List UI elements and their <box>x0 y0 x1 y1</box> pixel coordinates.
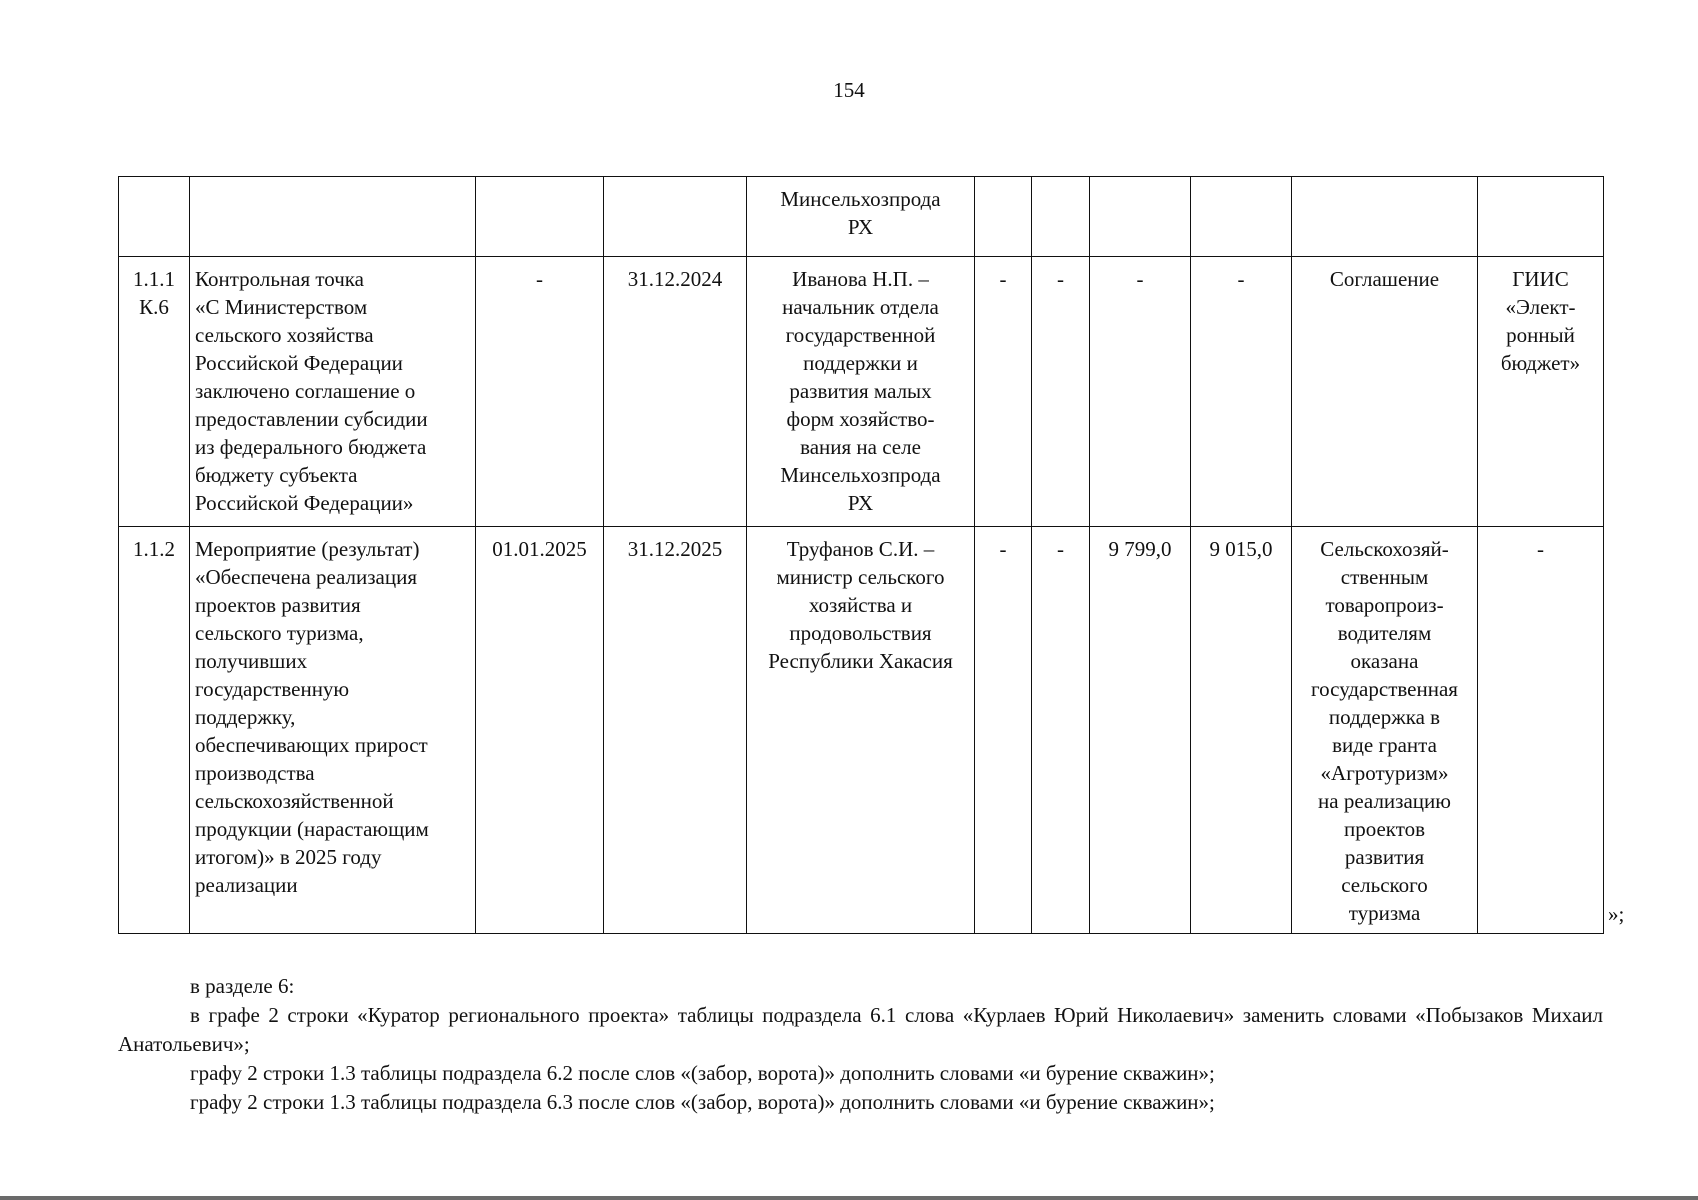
amendment-paragraph: в разделе 6: <box>190 974 295 998</box>
amendment-paragraph: графу 2 строки 1.3 таблицы подраздела 6.3 после слов «(забор, ворота)» дополнить словами «и бурение скважин»; <box>190 1090 1215 1114</box>
page-number: 154 <box>833 78 865 102</box>
closing-quote: »; <box>1608 902 1625 926</box>
result-cell: Сельскохозяй- ственным товаропроиз- водителям оказана государственная поддержка в виде гранта «Агротуризм» на реализацию проектов развития сельского туризма <box>1292 527 1478 934</box>
value-cell: - <box>1032 257 1090 527</box>
value-cell <box>1191 177 1292 257</box>
project-table <box>118 176 1604 934</box>
value-cell: 9 015,0 <box>1191 527 1292 934</box>
value-cell <box>1090 177 1191 257</box>
result-cell: Соглашение <box>1292 257 1478 527</box>
item-name-cell <box>190 177 476 257</box>
responsible-cell: Минсельхозпрода РХ <box>747 177 975 257</box>
info-system-cell: - <box>1478 527 1604 934</box>
start-date-cell: 01.01.2025 <box>476 527 604 934</box>
value-cell <box>975 177 1032 257</box>
row-number-cell <box>119 177 190 257</box>
amendment-paragraph: в графе 2 строки «Куратор регионального проекта» таблицы подраздела 6.1 слова «Курлаев Юрий Николаевич» заменить словами «Побызаков Михаил Анатольевич»; <box>118 1003 1603 1056</box>
value-cell: - <box>975 257 1032 527</box>
info-system-cell <box>1478 177 1604 257</box>
value-cell: - <box>1090 257 1191 527</box>
value-cell: - <box>1032 527 1090 934</box>
end-date-cell: 31.12.2025 <box>604 527 747 934</box>
value-cell: - <box>975 527 1032 934</box>
value-cell: 9 799,0 <box>1090 527 1191 934</box>
table-row <box>119 177 1604 257</box>
table-row <box>119 257 1604 527</box>
info-system-cell: ГИИС «Элект- ронный бюджет» <box>1478 257 1604 527</box>
value-cell: - <box>1191 257 1292 527</box>
start-date-cell <box>476 177 604 257</box>
result-cell <box>1292 177 1478 257</box>
row-number-cell: 1.1.1 К.6 <box>119 257 190 527</box>
value-cell <box>1032 177 1090 257</box>
responsible-cell: Иванова Н.П. – начальник отдела государственной поддержки и развития малых форм хозяйство- вания на селе Минсельхозпрода РХ <box>747 257 975 527</box>
scan-edge-divider <box>0 1196 1698 1200</box>
item-name-cell: Мероприятие (результат) «Обеспечена реализация проектов развития сельского туризма, получивших государственную поддержку, обеспечивающих прирост производства сельскохозяйственной продукции (нарастающим итогом)» в 2025 году реализации <box>190 527 476 934</box>
amendments-text <box>118 972 1603 1117</box>
responsible-cell: Труфанов С.И. – министр сельского хозяйства и продовольствия Республики Хакасия <box>747 527 975 934</box>
end-date-cell: 31.12.2024 <box>604 257 747 527</box>
end-date-cell <box>604 177 747 257</box>
amendment-paragraph: графу 2 строки 1.3 таблицы подраздела 6.2 после слов «(забор, ворота)» дополнить словами «и бурение скважин»; <box>190 1061 1215 1085</box>
table-row <box>119 527 1604 934</box>
start-date-cell: - <box>476 257 604 527</box>
item-name-cell: Контрольная точка «С Министерством сельского хозяйства Российской Федерации заключено соглашение о предоставлении субсидии из федерального бюджета бюджету субъекта Российской Федерации» <box>190 257 476 527</box>
row-number-cell: 1.1.2 <box>119 527 190 934</box>
